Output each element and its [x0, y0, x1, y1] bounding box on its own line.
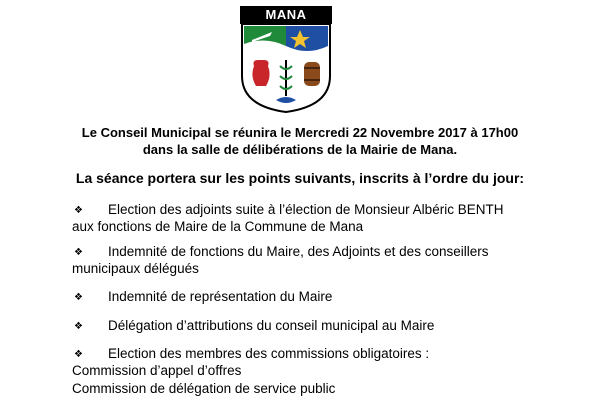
- agenda-item-2-line1: Indemnité de fonctions du Maire, des Adjoints et des conseillers: [108, 244, 489, 259]
- agenda-heading: La séance portera sur les points suivants, inscrits à l’ordre du jour:: [75, 170, 525, 186]
- agenda-item-4-line1: Délégation d’attributions du conseil municipal au Maire: [108, 318, 435, 333]
- meeting-announcement-line2: dans la salle de délibérations de la Mairie de Mana.: [142, 142, 458, 157]
- agenda-item-1-line2: aux fonctions de Maire de la Commune de Mana: [72, 219, 364, 234]
- agenda-item-5-line3: Commission de délégation de service public: [72, 381, 336, 396]
- meeting-announcement-line1: Le Conseil Municipal se réunira le Mercredi 22 Novembre 2017 à 17h00: [81, 125, 519, 140]
- agenda-item-3-line1: Indemnité de représentation du Maire: [108, 289, 333, 304]
- crest-title: MANA: [265, 7, 307, 22]
- bullet-icon: ❖: [74, 247, 83, 258]
- bullet-icon: ❖: [74, 321, 83, 332]
- mana-coat-of-arms: [240, 6, 332, 114]
- agenda-item-1-line1: Election des adjoints suite à l’élection de Monsieur Albéric BENTH: [108, 202, 504, 217]
- jar-icon: [252, 60, 269, 86]
- bullet-icon: ❖: [74, 349, 83, 360]
- agenda-item-2-line2: municipaux délégués: [72, 261, 199, 276]
- barrel-icon: [304, 62, 320, 86]
- bullet-icon: ❖: [74, 292, 83, 303]
- bullet-icon: ❖: [74, 205, 83, 216]
- agenda-item-5-line1: Election des membres des commissions obligatoires :: [108, 346, 430, 361]
- agenda-item-5-line2: Commission d’appel d’offres: [72, 363, 242, 378]
